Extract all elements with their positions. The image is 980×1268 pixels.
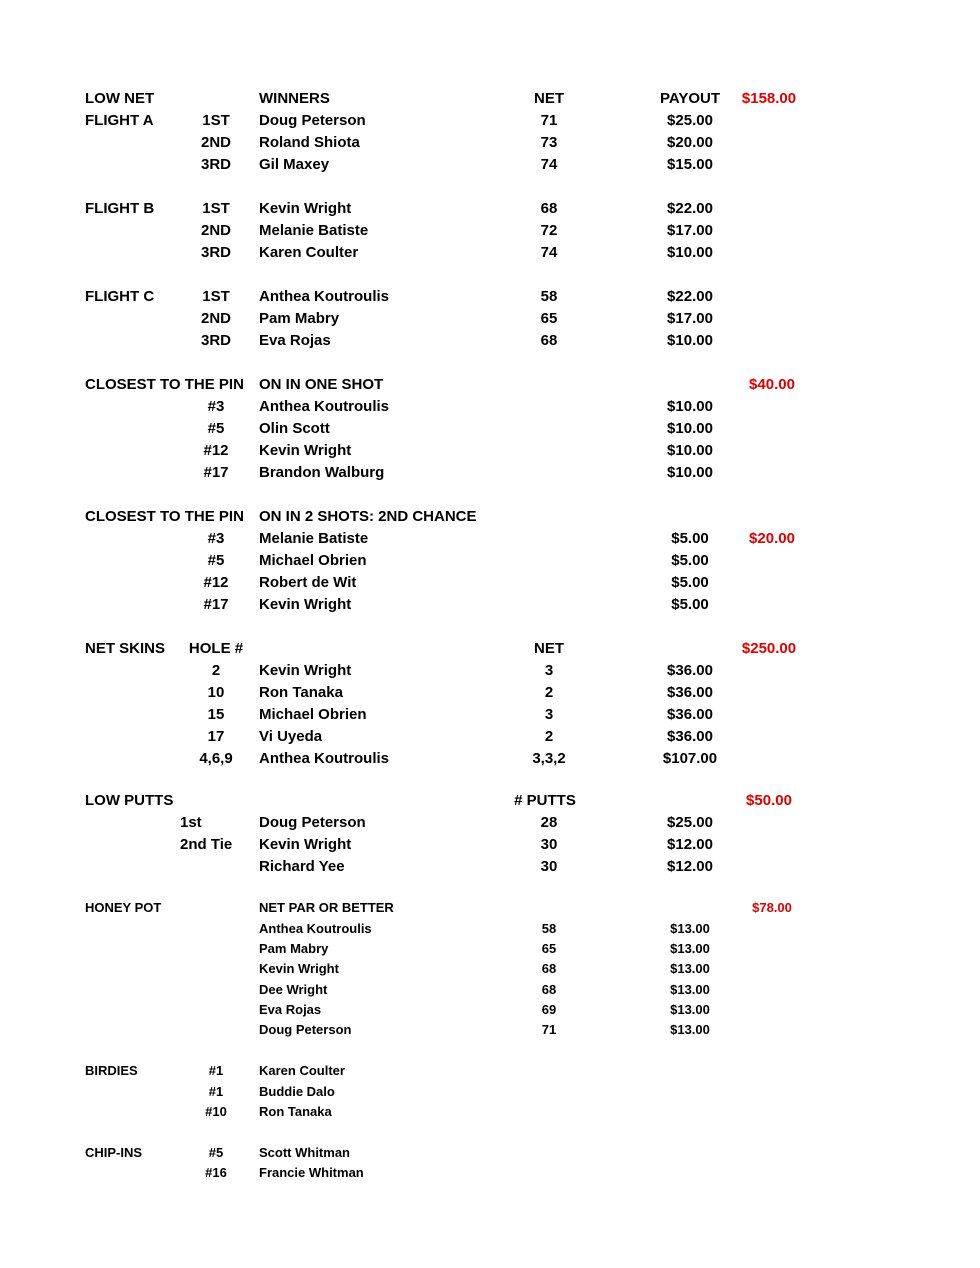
place: 3RD bbox=[200, 332, 232, 349]
winner-name: Anthea Koutroulis bbox=[259, 921, 372, 936]
net-score: 68 bbox=[541, 982, 557, 997]
payout: $10.00 bbox=[667, 398, 713, 415]
net-score: 71 bbox=[541, 1022, 557, 1037]
hole: #5 bbox=[207, 420, 225, 437]
net-score: 2 bbox=[544, 728, 554, 745]
net-score: 3 bbox=[544, 662, 554, 679]
ctp2-subtitle: ON IN 2 SHOTS: 2ND CHANCE bbox=[259, 508, 477, 525]
winner-name: Brandon Walburg bbox=[259, 464, 385, 481]
place: 3RD bbox=[200, 156, 232, 173]
place: 3RD bbox=[200, 244, 232, 261]
winner-name: Francie Whitman bbox=[259, 1165, 364, 1180]
place: 2nd Tie bbox=[180, 836, 233, 853]
skins-label: NET SKINS bbox=[85, 640, 166, 657]
winner-name: Richard Yee bbox=[259, 858, 345, 875]
hole: #5 bbox=[208, 1145, 224, 1160]
winner-name: Dee Wright bbox=[259, 982, 328, 997]
winner-name: Ron Tanaka bbox=[259, 1104, 332, 1119]
hole: #17 bbox=[203, 464, 229, 481]
putts-count: 28 bbox=[540, 814, 558, 831]
ctp2-pot: $20.00 bbox=[749, 530, 795, 547]
place: 1ST bbox=[202, 112, 230, 129]
payout: $20.00 bbox=[667, 134, 713, 151]
hole: #3 bbox=[207, 398, 225, 415]
place: 2ND bbox=[200, 310, 232, 327]
payout: $13.00 bbox=[670, 921, 710, 936]
winner-name: Michael Obrien bbox=[259, 552, 367, 569]
payout: $13.00 bbox=[670, 982, 710, 997]
payout: $17.00 bbox=[667, 310, 713, 327]
payout: $10.00 bbox=[667, 464, 713, 481]
ctp1-label: CLOSEST TO THE PIN bbox=[85, 376, 244, 393]
winner-name: Anthea Koutroulis bbox=[259, 750, 389, 767]
hole: 17 bbox=[207, 728, 225, 745]
ctp2-label: CLOSEST TO THE PIN bbox=[85, 508, 244, 525]
net-score: 58 bbox=[540, 288, 558, 305]
winner-name: Buddie Dalo bbox=[259, 1084, 335, 1099]
winner-name: Eva Rojas bbox=[259, 1002, 322, 1017]
payout: $13.00 bbox=[670, 961, 710, 976]
net-score: 73 bbox=[540, 134, 558, 151]
honey-pot: $78.00 bbox=[752, 900, 792, 915]
payout: $107.00 bbox=[662, 750, 718, 767]
section-low-net: LOW NET bbox=[85, 90, 155, 107]
chipins-label: CHIP-INS bbox=[85, 1145, 143, 1160]
payout: $5.00 bbox=[671, 596, 709, 613]
honey-subtitle: NET PAR OR BETTER bbox=[259, 900, 394, 915]
payout: $10.00 bbox=[667, 244, 713, 261]
birdies-label: BIRDIES bbox=[85, 1063, 138, 1078]
payout: $13.00 bbox=[670, 1022, 710, 1037]
honey-label: HONEY POT bbox=[85, 900, 162, 915]
flight-c-label: FLIGHT C bbox=[85, 288, 155, 305]
payout: $36.00 bbox=[667, 728, 713, 745]
hole: #3 bbox=[207, 530, 225, 547]
hole: 4,6,9 bbox=[199, 750, 233, 767]
winner-name: Doug Peterson bbox=[259, 1022, 352, 1037]
putts-count: 30 bbox=[540, 836, 558, 853]
net-score: 69 bbox=[541, 1002, 557, 1017]
winner-name: Anthea Koutroulis bbox=[259, 288, 389, 305]
hole: #16 bbox=[205, 1165, 227, 1180]
payout: $12.00 bbox=[667, 836, 713, 853]
winner-name: Pam Mabry bbox=[259, 310, 340, 327]
place: 2ND bbox=[200, 134, 232, 151]
hole: 2 bbox=[211, 662, 221, 679]
winner-name: Vi Uyeda bbox=[259, 728, 323, 745]
net-score: 65 bbox=[541, 941, 557, 956]
net-score: 68 bbox=[541, 961, 557, 976]
col-payout-header: PAYOUT bbox=[659, 90, 721, 107]
col-winners-header: WINNERS bbox=[259, 90, 330, 107]
payout: $22.00 bbox=[667, 288, 713, 305]
net-score: 72 bbox=[540, 222, 558, 239]
winner-name: Melanie Batiste bbox=[259, 222, 369, 239]
place: 1ST bbox=[202, 200, 230, 217]
hole: #17 bbox=[203, 596, 229, 613]
hole: 15 bbox=[207, 706, 225, 723]
payout: $12.00 bbox=[667, 858, 713, 875]
net-score: 71 bbox=[540, 112, 558, 129]
place: 1ST bbox=[202, 288, 230, 305]
winner-name: Karen Coulter bbox=[259, 1063, 345, 1078]
payout: $15.00 bbox=[667, 156, 713, 173]
flight-b-label: FLIGHT B bbox=[85, 200, 155, 217]
winner-name: Olin Scott bbox=[259, 420, 330, 437]
winner-name: Doug Peterson bbox=[259, 814, 366, 831]
winner-name: Roland Shiota bbox=[259, 134, 360, 151]
winner-name: Pam Mabry bbox=[259, 941, 329, 956]
payout: $13.00 bbox=[670, 1002, 710, 1017]
net-score: 74 bbox=[540, 244, 558, 261]
payout: $10.00 bbox=[667, 420, 713, 437]
net-score: 3,3,2 bbox=[532, 750, 566, 767]
net-score: 58 bbox=[541, 921, 557, 936]
hole: #5 bbox=[207, 552, 225, 569]
payout: $13.00 bbox=[670, 941, 710, 956]
winner-name: Doug Peterson bbox=[259, 112, 366, 129]
winner-name: Kevin Wright bbox=[259, 662, 352, 679]
winner-name: Anthea Koutroulis bbox=[259, 398, 389, 415]
putts-label: LOW PUTTS bbox=[85, 792, 174, 809]
hole: #10 bbox=[205, 1104, 227, 1119]
winner-name: Kevin Wright bbox=[259, 961, 339, 976]
net-score: 65 bbox=[540, 310, 558, 327]
winner-name: Karen Coulter bbox=[259, 244, 359, 261]
payout: $5.00 bbox=[671, 552, 709, 569]
winner-name: Kevin Wright bbox=[259, 200, 352, 217]
place: 2ND bbox=[200, 222, 232, 239]
payout: $36.00 bbox=[667, 706, 713, 723]
low-net-pot: $158.00 bbox=[741, 90, 797, 107]
hole: #12 bbox=[203, 574, 229, 591]
ctp1-subtitle: ON IN ONE SHOT bbox=[259, 376, 384, 393]
winner-name: Robert de Wit bbox=[259, 574, 357, 591]
net-score: 68 bbox=[540, 200, 558, 217]
col-hole-header: HOLE # bbox=[188, 640, 244, 657]
payout: $10.00 bbox=[667, 332, 713, 349]
ctp1-pot: $40.00 bbox=[749, 376, 795, 393]
hole: #1 bbox=[208, 1084, 224, 1099]
winner-name: Michael Obrien bbox=[259, 706, 367, 723]
payout: $25.00 bbox=[667, 814, 713, 831]
hole: #12 bbox=[203, 442, 229, 459]
flight-a-label: FLIGHT A bbox=[85, 112, 154, 129]
winner-name: Melanie Batiste bbox=[259, 530, 369, 547]
payout: $36.00 bbox=[667, 684, 713, 701]
net-score: 68 bbox=[540, 332, 558, 349]
payout: $22.00 bbox=[667, 200, 713, 217]
payout: $25.00 bbox=[667, 112, 713, 129]
col-putts-header: # PUTTS bbox=[514, 792, 576, 809]
net-score: 2 bbox=[544, 684, 554, 701]
payout: $36.00 bbox=[667, 662, 713, 679]
place: 1st bbox=[180, 814, 202, 831]
hole: 10 bbox=[207, 684, 225, 701]
net-score: 74 bbox=[540, 156, 558, 173]
winner-name: Eva Rojas bbox=[259, 332, 331, 349]
hole: #1 bbox=[208, 1063, 224, 1078]
payout: $5.00 bbox=[671, 530, 709, 547]
winner-name: Kevin Wright bbox=[259, 442, 352, 459]
col-net-header: NET bbox=[534, 90, 564, 107]
winner-name: Ron Tanaka bbox=[259, 684, 343, 701]
net-score: 3 bbox=[544, 706, 554, 723]
winner-name: Kevin Wright bbox=[259, 836, 352, 853]
skins-pot: $250.00 bbox=[741, 640, 797, 657]
col-net-header: NET bbox=[534, 640, 564, 657]
putts-count: 30 bbox=[540, 858, 558, 875]
winner-name: Scott Whitman bbox=[259, 1145, 350, 1160]
putts-pot: $50.00 bbox=[746, 792, 792, 809]
payout: $17.00 bbox=[667, 222, 713, 239]
payout: $5.00 bbox=[671, 574, 709, 591]
winner-name: Gil Maxey bbox=[259, 156, 330, 173]
payout: $10.00 bbox=[667, 442, 713, 459]
winner-name: Kevin Wright bbox=[259, 596, 352, 613]
